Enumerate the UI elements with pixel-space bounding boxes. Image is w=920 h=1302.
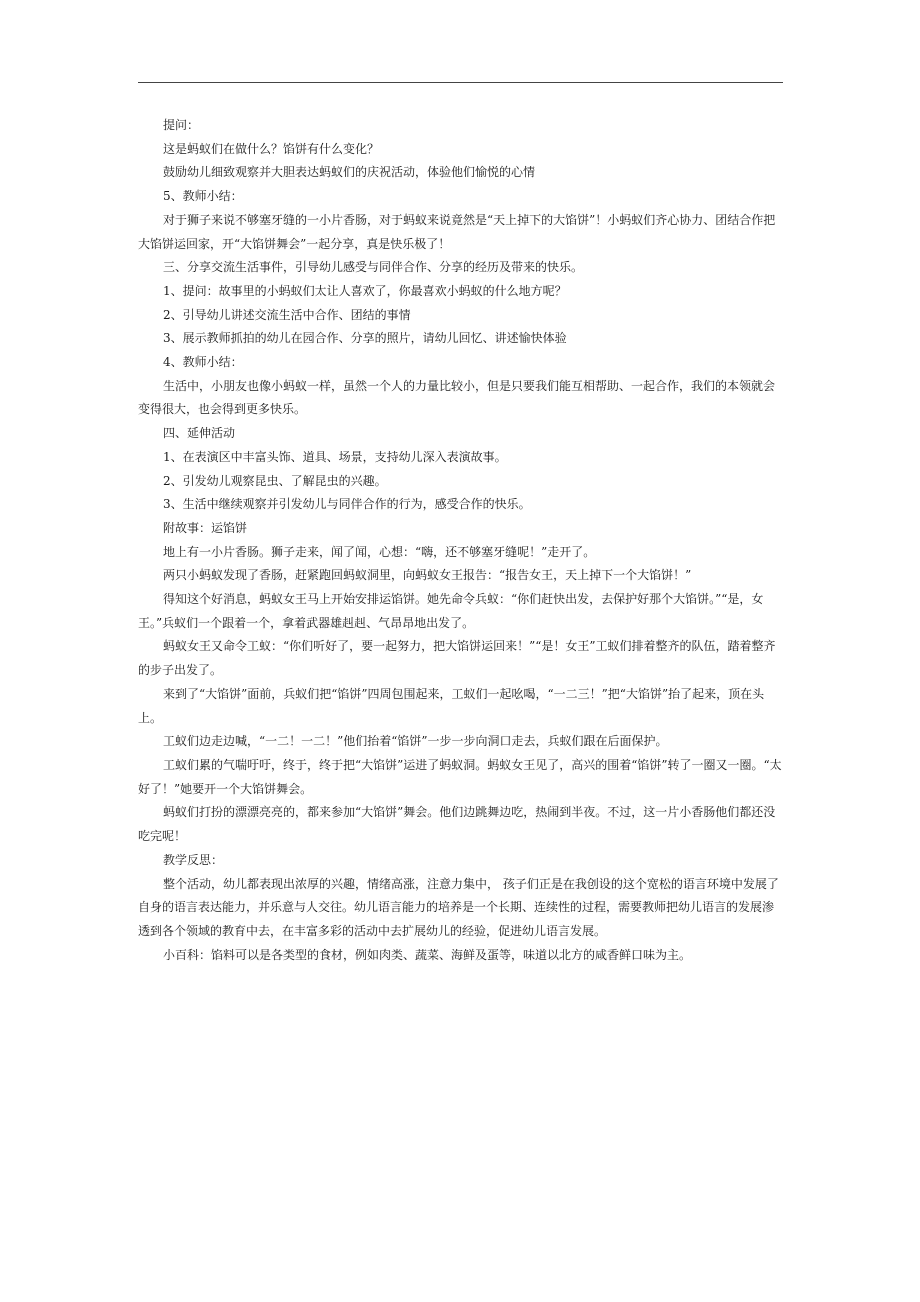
paragraph: 提问： [163, 118, 200, 132]
paragraph: 四、延伸活动 [163, 426, 236, 441]
paragraph: 3、展示教师抓拍的幼儿在园合作、分享的照片，请幼儿回忆、讲述愉快体验 [163, 331, 567, 346]
paragraph: 小百科：馅料可以是各类型的食材，例如肉类、蔬菜、海鲜及蛋等，味道以北方的咸香鲜口味为主。 [163, 947, 692, 962]
document-body [138, 114, 783, 967]
paragraph: 工蚁们累的气喘吁吁，终于，终于把“大馅饼”运进了蚂蚁洞。蚂蚁女王见了，高兴的围着“馅饼”转了一圈又一圈。“太好了！”她要开一个大馅饼舞会。 [138, 757, 782, 796]
paragraph: 附故事：运馅饼 [163, 520, 248, 535]
paragraph: 1、提问：故事里的小蚂蚁们太让人喜欢了，你最喜欢小蚂蚁的什么地方呢？ [163, 283, 567, 298]
paragraph: 4、教师小结： [163, 355, 243, 370]
paragraph: 得知这个好消息，蚂蚁女王马上开始安排运馅饼。她先命令兵蚁：“你们赶快出发，去保护好那个大馅饼。”“是，女王。”兵蚁们一个跟着一个，拿着武器雄赳赳、气昂昂地出发了。 [138, 592, 764, 630]
paragraph: 2、引导幼儿讲述交流生活中合作、团结的事情 [163, 307, 411, 322]
paragraph: 两只小蚂蚁发现了香肠，赶紧跑回蚂蚁洞里，向蚂蚁女王报告：“报告女王，天上掉下一个大馅饼！” [163, 568, 692, 583]
paragraph: 鼓励幼儿细致观察并大胆表达蚂蚁们的庆祝活动，体验他们愉悦的心情 [163, 165, 536, 180]
paragraph: 整个活动，幼儿都表现出浓厚的兴趣，情绪高涨，注意力集中， 孩子们正是在我创设的这个宽松的语言环境中发展了自身的语言表达能力，并乐意与人交往。幼儿语言能力的培养是一个长期、连续性的过程，需要教师把幼儿语言的发展渗透到各个领域的教育中去，在丰富多彩的活动中去扩展幼儿的经验，促进幼儿语言发展。 [138, 876, 779, 938]
paragraph: 3、生活中继续观察并引发幼儿与同伴合作的行为，感受合作的快乐。 [163, 497, 531, 512]
paragraph: 来到了“大馅饼”面前，兵蚁们把“馅饼”四周包围起来，工蚁们一起吆喝，“一二三！”把“大馅饼”抬了起来，顶在头上。 [138, 686, 765, 725]
paragraph: 这是蚂蚁们在做什么？馅饼有什么变化？ [163, 141, 380, 156]
paragraph: 2、引发幼儿观察昆虫、了解昆虫的兴趣。 [163, 473, 387, 488]
paragraph: 工蚁们边走边喊，“一二！一二！”他们抬着“馅饼”一步一步向洞口走去，兵蚁们跟在后面保护。 [163, 734, 668, 749]
paragraph: 生活中，小朋友也像小蚂蚁一样，虽然一个人的力量比较小，但是只要我们能互相帮助、一起合作，我们的本领就会变得很大，也会得到更多快乐。 [138, 378, 776, 417]
paragraph: 地上有一小片香肠。狮子走来，闻了闻，心想：“嗨，还不够塞牙缝呢！”走开了。 [163, 544, 596, 559]
paragraph: 三、分享交流生活事件，引导幼儿感受与同伴合作、分享的经历及带来的快乐。 [163, 260, 584, 275]
paragraph: 蚂蚁们打扮的漂漂亮亮的，都来参加“大馅饼”舞会。他们边跳舞边吃，热闹到半夜。不过，这一片小香肠他们都还没吃完呢！ [138, 805, 776, 844]
paragraph: 5、教师小结： [163, 189, 243, 204]
paragraph: 教学反思： [163, 852, 224, 867]
paragraph: 蚂蚁女王又命令工蚁：“你们听好了，要一起努力，把大馅饼运回来！”“是！女王”工蚁们排着整齐的队伍，踏着整齐的步子出发了。 [138, 639, 776, 678]
paragraph: 1、在表演区中丰富头饰、道具、场景，支持幼儿深入表演故事。 [163, 449, 507, 464]
paragraph: 对于狮子来说不够塞牙缝的一小片香肠，对于蚂蚁来说竟然是“天上掉下的大馅饼”！小蚂蚁们齐心协力、团结合作把大馅饼运回家，开“大馅饼舞会”一起分享，真是快乐极了！ [138, 212, 776, 251]
header-rule [138, 82, 783, 83]
